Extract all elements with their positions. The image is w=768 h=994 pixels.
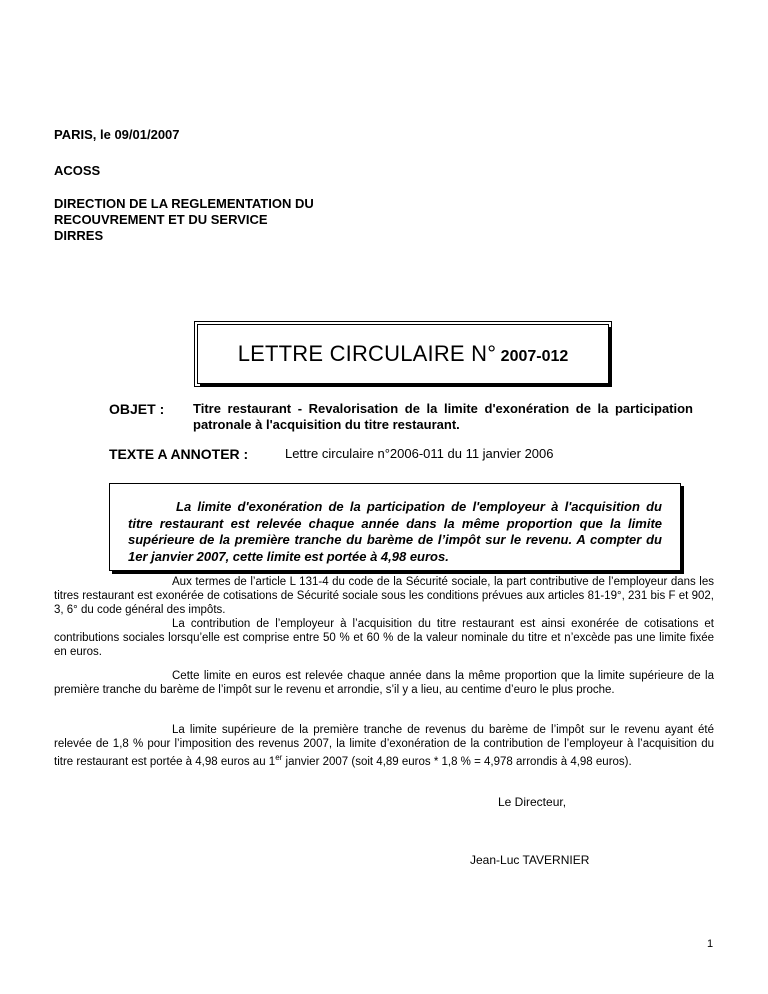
direction-line-3: DIRRES <box>54 228 104 243</box>
objet-label: OBJET : <box>109 401 165 417</box>
direction-line-1: DIRECTION DE LA REGLEMENTATION DU <box>54 196 314 211</box>
title-box <box>197 324 609 384</box>
summary-text: La limite d'exonération de la participation de l'employeur à l'acquisition du titre restaurant est relevée chaque année dans la même proportion que la limite supérieure de la première tranche du barème de l’impôt sur le revenu. A compter du 1er janvier 2007, cette limite est portée à 4,98 euros. <box>128 499 662 564</box>
header-direction <box>54 196 314 244</box>
header-org: ACOSS <box>54 163 101 178</box>
texte-a-annoter-text: Lettre circulaire n°2006-011 du 11 janvier 2006 <box>285 446 554 461</box>
body-paragraph-3: Cette limite en euros est relevée chaque année dans la même proportion que la limite supérieure de la première tranche du barème de l’impôt sur le revenu et arrondie, s’il y a lieu, au centime d’euro le plus proche. <box>54 670 714 696</box>
title-main: LETTRE CIRCULAIRE N° <box>237 341 497 366</box>
page-number: 1 <box>707 938 714 950</box>
page-title <box>198 341 608 367</box>
body-paragraph-4 <box>54 723 714 769</box>
summary-box <box>109 483 681 571</box>
title-number: 2007-012 <box>500 348 569 365</box>
signature-name: Jean-Luc TAVERNIER <box>470 853 590 867</box>
direction-line-2: RECOUVREMENT ET DU SERVICE <box>54 212 268 227</box>
body-paragraph-2: La contribution de l’employeur à l’acquisition du titre restaurant est ainsi exonérée de cotisations et contributions sociales lorsqu’elle est comprise entre 50 % et 60 % de la valeur nominale du titre et n’excède pas une limite fixée en euros. <box>54 618 714 658</box>
p4-part-a: La limite supérieure de la première tranche de revenus du barème de l’impôt sur le revenu ayant été relevée de 1,8 % pour l’imposition des revenus 2007, la limite d’exonération de la contribution de l’employeur à l’acquisition du titre restaurant est portée à 4,98 euros au 1 <box>54 724 714 768</box>
objet-text: Titre restaurant - Revalorisation de la limite d'exonération de la participation patronale à l'acquisition du titre restaurant. <box>193 401 693 432</box>
texte-a-annoter-label: TEXTE A ANNOTER : <box>109 446 249 462</box>
signature-role: Le Directeur, <box>498 795 567 809</box>
p4-superscript: er <box>275 753 283 762</box>
header-place-date: PARIS, le 09/01/2007 <box>54 127 180 142</box>
p4-part-b: janvier 2007 (soit 4,89 euros * 1,8 % = 4,978 arrondis à 4,98 euros). <box>282 755 632 768</box>
body-paragraph-1: Aux termes de l’article L 131-4 du code de la Sécurité sociale, la part contributive de l’employeur dans les titres restaurant est exonérée de cotisations de Sécurité sociale sous les conditions prévues aux articles 81-19°, 231 bis F et 902, 3, 6° du code général des impôts. <box>54 576 714 616</box>
